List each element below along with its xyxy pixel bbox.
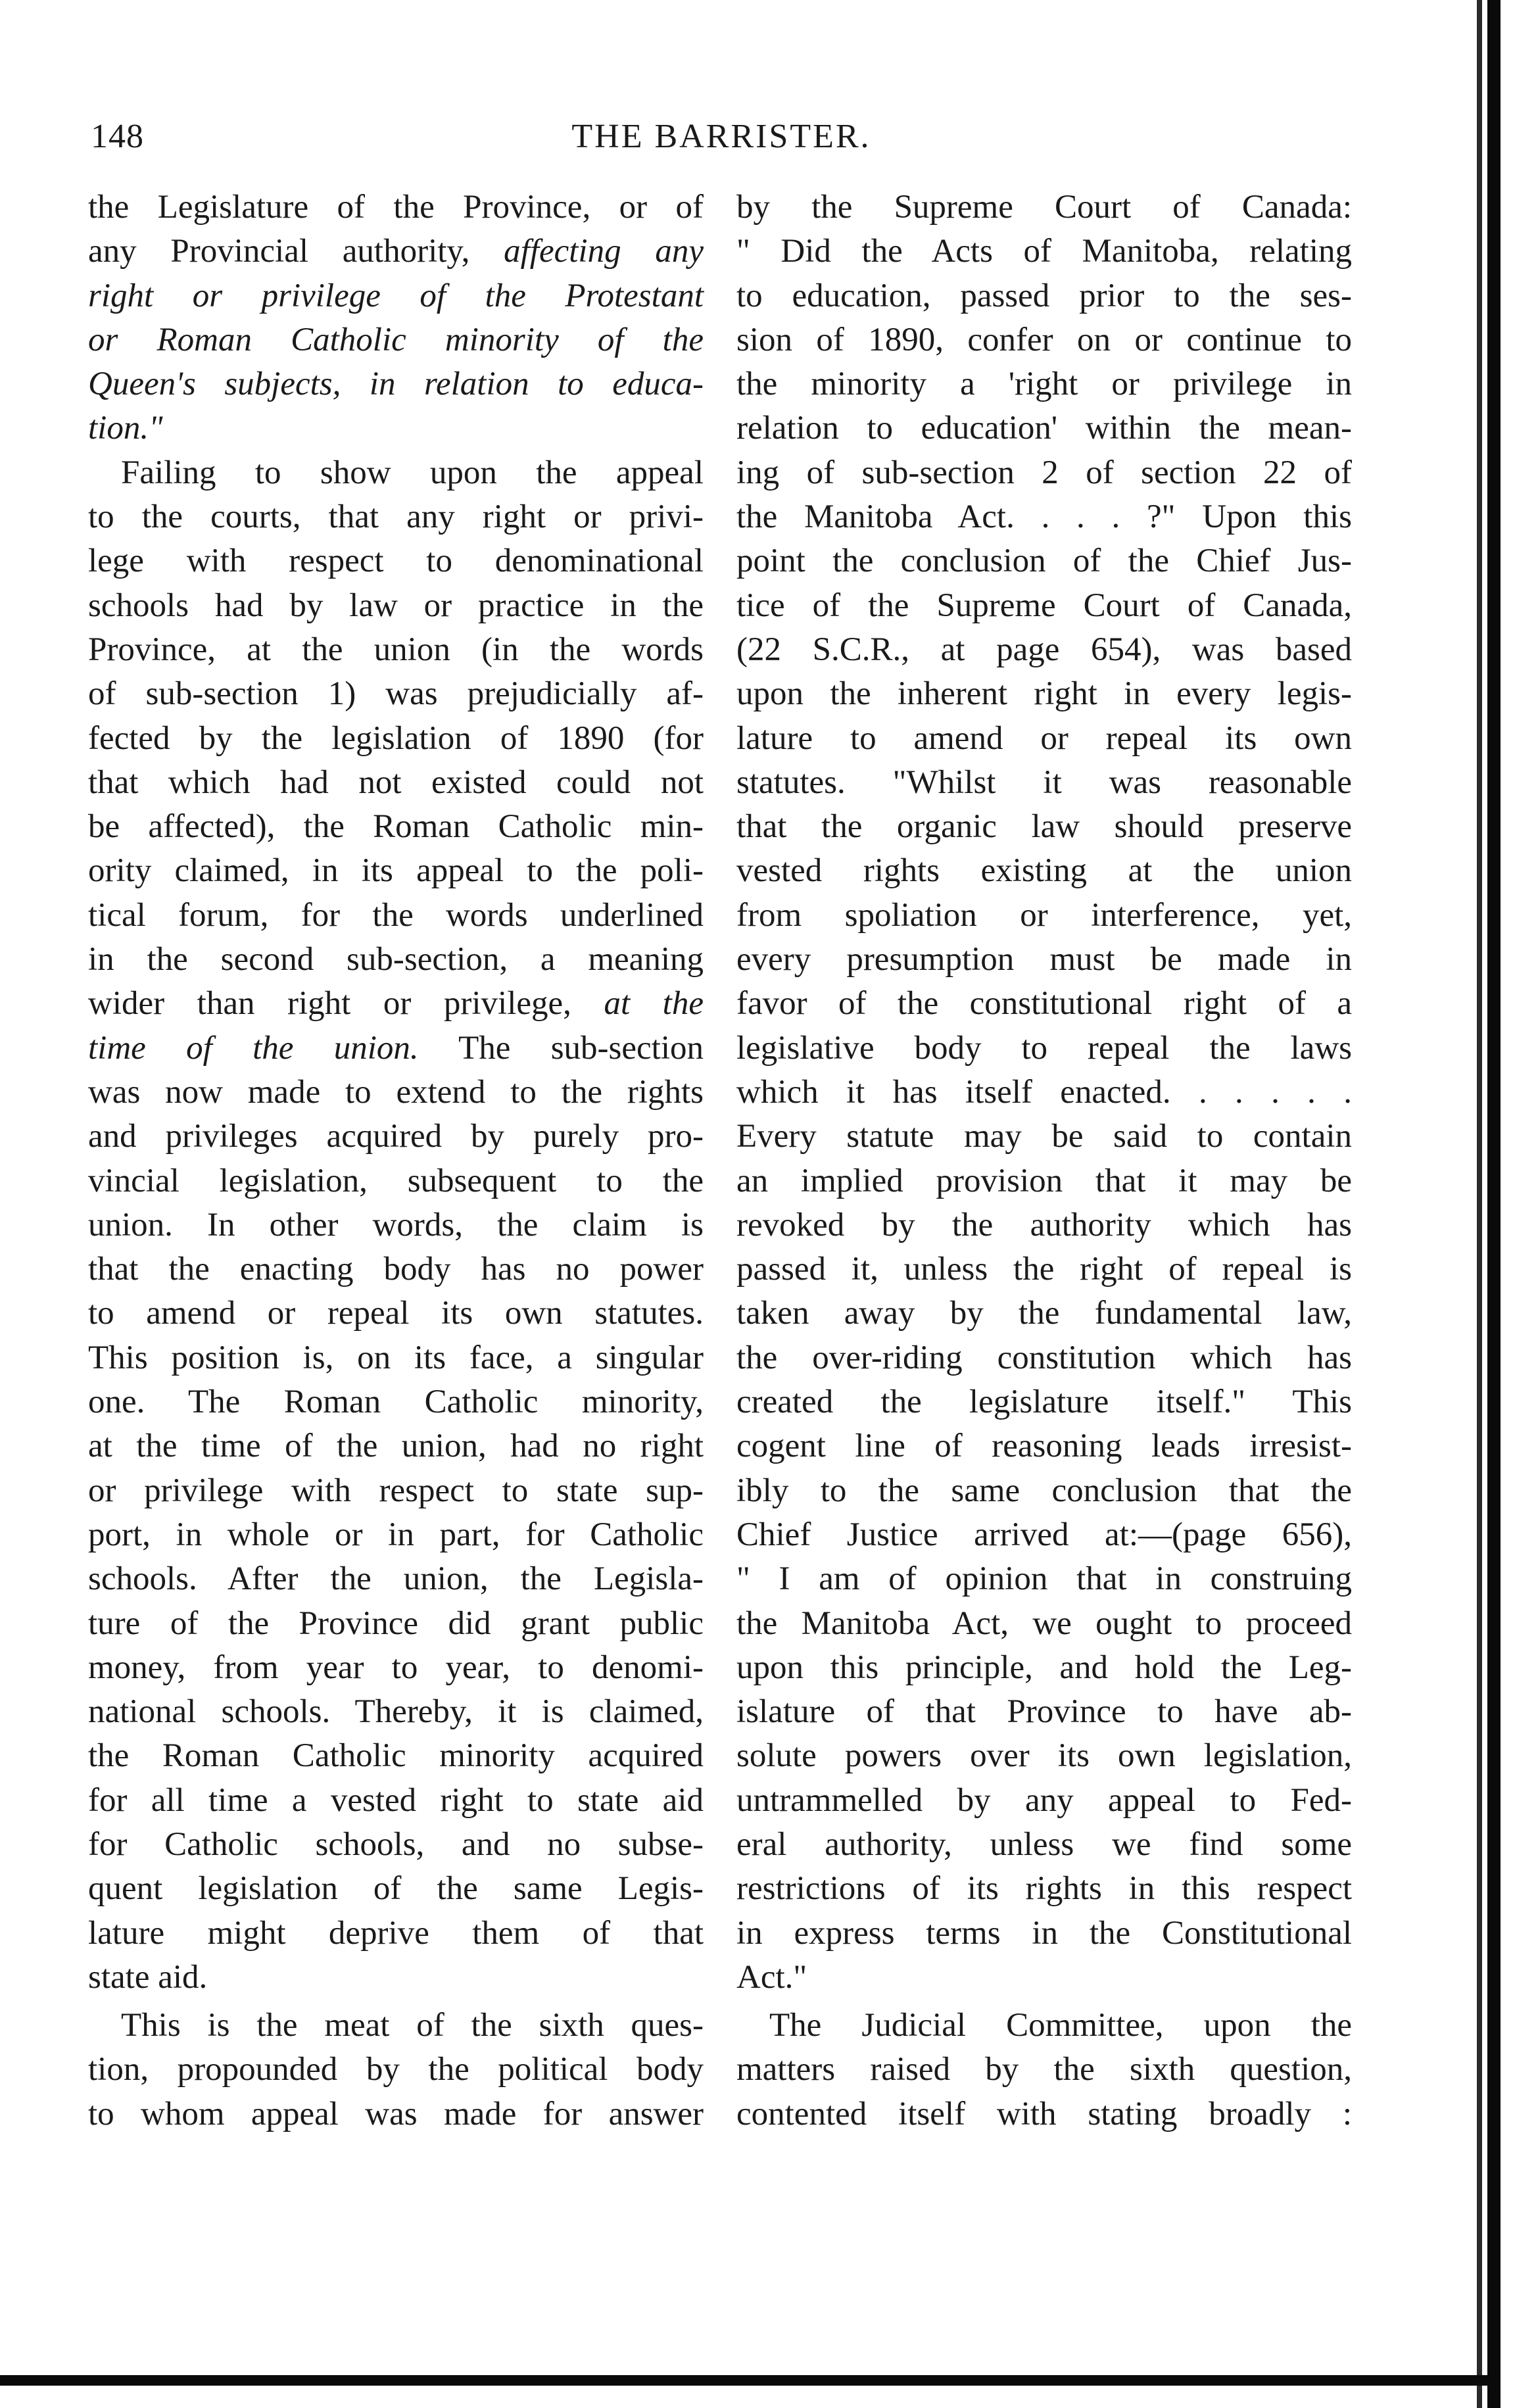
page-header: [87, 117, 1356, 170]
text-line-italic: [88, 318, 704, 362]
text-line: from spoliation or interference, yet,: [736, 896, 1352, 934]
text-line: that which had not existed could not: [88, 763, 704, 801]
text-line: national schools. Thereby, it is claimed,: [88, 1693, 704, 1731]
text-line-italic: [88, 982, 704, 1026]
text-line: which it has itself enacted. . . . . .: [736, 1073, 1352, 1111]
text-line: or privilege with respect to state sup-: [88, 1472, 704, 1509]
text-segment: wider than right or privilege,: [88, 985, 604, 1023]
italic-text: right or privilege of the Protestant: [88, 277, 704, 314]
text-line: schools. After the union, the Legisla-: [88, 1560, 704, 1598]
text-line: ibly to the same conclusion that the: [736, 1472, 1352, 1509]
text-line: ority claimed, in its appeal to the poli-: [88, 852, 704, 890]
text-line: the Roman Catholic minority acquired: [88, 1737, 704, 1775]
italic-text: time of the union.: [88, 1029, 419, 1067]
text-line: statutes. "Whilst it was reasonable: [736, 763, 1352, 801]
text-line: lature to amend or repeal its own: [736, 719, 1352, 757]
text-line-italic: [88, 274, 704, 318]
text-line: (22 S.C.R., at page 654), was based: [736, 631, 1352, 668]
right-column: [736, 185, 1352, 2136]
text-segment: The sub-section: [418, 1029, 704, 1067]
text-line: state aid.: [88, 1958, 208, 1996]
running-title: THE BARRISTER.: [571, 118, 871, 155]
text-line: union. In other words, the claim is: [88, 1206, 704, 1243]
text-line: and privileges acquired by purely pro-: [88, 1118, 704, 1155]
text-line: islature of that Province to have ab-: [736, 1693, 1352, 1731]
text-line: taken away by the fundamental law,: [736, 1295, 1352, 1332]
text-line: relation to education' within the mean-: [736, 410, 1352, 447]
text-line: schools had by law or practice in the: [88, 587, 704, 624]
text-line: the Manitoba Act. . . . ?" Upon this: [736, 498, 1352, 536]
text-line: lature might deprive them of that: [88, 1914, 704, 1952]
text-line: of sub-section 1) was prejudicially af-: [88, 675, 704, 713]
text-line: be affected), the Roman Catholic min-: [88, 808, 704, 846]
text-line: point the conclusion of the Chief Jus-: [736, 542, 1352, 580]
text-line: " Did the Acts of Manitoba, relating: [736, 233, 1352, 270]
text-line: eral authority, unless we find some: [736, 1825, 1352, 1863]
text-line: that the organic law should preserve: [736, 808, 1352, 846]
text-line: fected by the legislation of 1890 (for: [88, 719, 704, 757]
left-column: [88, 185, 704, 2136]
text-segment: any Provincial authority,: [88, 233, 504, 270]
text-line: vested rights existing at the union: [736, 852, 1352, 890]
text-line: in express terms in the Constitutional: [736, 1914, 1352, 1952]
page-right-border: [1487, 0, 1501, 2408]
text-line: one. The Roman Catholic minority,: [88, 1384, 704, 1421]
text-line: tion, propounded by the political body: [88, 2051, 704, 2088]
text-line: was now made to extend to the rights: [88, 1073, 704, 1111]
text-line: restrictions of its rights in this respect: [736, 1870, 1352, 1908]
text-line: ing of sub-section 2 of section 22 of: [736, 454, 1352, 491]
text-line: money, from year to year, to denomi-: [88, 1649, 704, 1686]
text-line: matters raised by the sixth question,: [736, 2051, 1352, 2088]
paragraph-start-line: Failing to show upon the appeal: [121, 454, 704, 491]
page-number: 148: [91, 118, 144, 155]
text-line-italic: [88, 406, 704, 450]
text-line: Act.": [736, 1958, 807, 1996]
text-line: created the legislature itself." This: [736, 1384, 1352, 1421]
text-line: by the Supreme Court of Canada:: [736, 189, 1352, 226]
text-line: sion of 1890, confer on or continue to: [736, 321, 1352, 358]
text-line: for Catholic schools, and no subse-: [88, 1825, 704, 1863]
text-line: lege with respect to denominational: [88, 542, 704, 580]
italic-text: Queen's subjects, in relation to educa-: [88, 366, 704, 403]
page-bottom-border: [0, 2375, 1501, 2386]
text-line: at the time of the union, had no right: [88, 1428, 704, 1465]
text-line: every presumption must be made in: [736, 941, 1352, 978]
text-line: legislative body to repeal the laws: [736, 1029, 1352, 1067]
text-line: the minority a 'right or privilege in: [736, 366, 1352, 403]
text-line: vincial legislation, subsequent to the: [88, 1162, 704, 1199]
italic-text: tion.": [88, 410, 163, 447]
text-line: This position is, on its face, a singular: [88, 1339, 704, 1376]
text-line-italic: [88, 229, 704, 274]
text-line: Every statute may be said to contain: [736, 1118, 1352, 1155]
text-line: upon this principle, and hold the Leg-: [736, 1649, 1352, 1686]
text-line-italic: [88, 362, 704, 406]
text-line: revoked by the authority which has: [736, 1206, 1352, 1243]
text-line: upon the inherent right in every legis-: [736, 675, 1352, 713]
text-line: Province, at the union (in the words: [88, 631, 704, 668]
italic-text: at the: [604, 985, 704, 1023]
italic-text: affecting any: [504, 233, 704, 270]
text-line: ture of the Province did grant public: [88, 1604, 704, 1642]
text-line: that the enacting body has no power: [88, 1251, 704, 1288]
text-line: solute powers over its own legislation,: [736, 1737, 1352, 1775]
text-line: the Legislature of the Province, or of: [88, 189, 704, 226]
text-line: the over-riding constitution which has: [736, 1339, 1352, 1376]
italic-text: or Roman Catholic minority of the: [88, 321, 704, 358]
text-line: to amend or repeal its own statutes.: [88, 1295, 704, 1332]
text-line: to whom appeal was made for answer: [88, 2095, 704, 2132]
text-line: contented itself with stating broadly :: [736, 2095, 1352, 2132]
text-line: favor of the constitutional right of a: [736, 985, 1352, 1023]
text-line: tice of the Supreme Court of Canada,: [736, 587, 1352, 624]
text-line-italic: [88, 1026, 704, 1071]
text-line: passed it, unless the right of repeal is: [736, 1251, 1352, 1288]
text-line: an implied provision that it may be: [736, 1162, 1352, 1199]
text-line: Chief Justice arrived at:—(page 656),: [736, 1516, 1352, 1553]
text-line: to education, passed prior to the ses-: [736, 277, 1352, 314]
text-line: for all time a vested right to state aid: [88, 1781, 704, 1819]
text-line: port, in whole or in part, for Catholic: [88, 1516, 704, 1553]
text-line: " I am of opinion that in construing: [736, 1560, 1352, 1598]
page-edge-shadow: [1477, 0, 1482, 2408]
text-line: quent legislation of the same Legis-: [88, 1870, 704, 1908]
text-line: the Manitoba Act, we ought to proceed: [736, 1604, 1352, 1642]
paragraph-start-line: This is the meat of the sixth ques-: [121, 2007, 704, 2044]
text-line: to the courts, that any right or privi-: [88, 498, 704, 536]
text-line: cogent line of reasoning leads irresist-: [736, 1428, 1352, 1465]
paragraph-start-line: The Judicial Committee, upon the: [769, 2007, 1352, 2044]
text-line: in the second sub-section, a meaning: [88, 941, 704, 978]
text-line: tical forum, for the words underlined: [88, 896, 704, 934]
text-line: untrammelled by any appeal to Fed-: [736, 1781, 1352, 1819]
